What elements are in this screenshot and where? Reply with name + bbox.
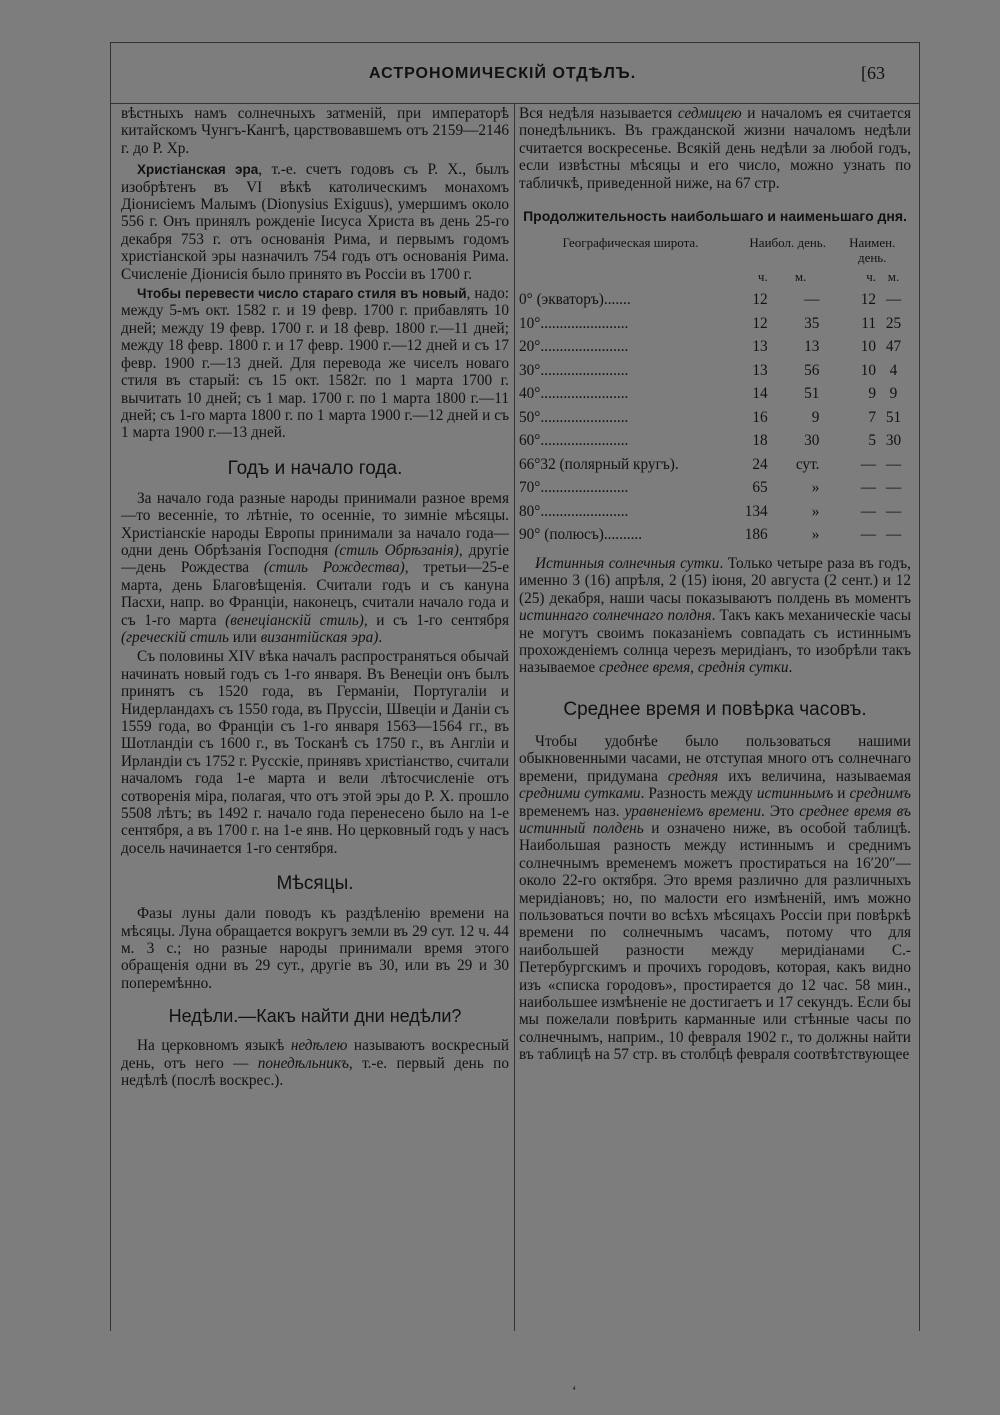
min-hours-cell: 12 bbox=[860, 291, 876, 309]
column-divider bbox=[514, 103, 515, 1331]
max-hours-cell: 13 bbox=[752, 338, 768, 356]
table-header-row bbox=[519, 235, 911, 265]
max-hours-cell: 24 bbox=[752, 455, 768, 473]
max-minutes-cell: » bbox=[811, 479, 820, 497]
table-row bbox=[519, 336, 911, 360]
italic-text: истиннымъ bbox=[756, 785, 834, 803]
text: и началомъ ея считается понедѣльникъ. Въ гражданской жизни началомъ недѣли считается воскресенье. Всякій день недѣли за любой годъ, если извѣстны мѣсяцы и его число, можно узнать по табличкѣ, приведенной ниже, на 67 стр. bbox=[519, 105, 911, 192]
min-hours-cell: — bbox=[860, 455, 876, 473]
latitude-cell: 10°....................... bbox=[519, 314, 629, 332]
day-length-table bbox=[519, 235, 911, 547]
min-minutes-cell: — bbox=[885, 502, 902, 520]
text: временемъ наз. bbox=[519, 802, 625, 820]
text: . bbox=[378, 628, 383, 646]
table-title: Продолжительность наибольшаго и наименьшаго дня. bbox=[523, 208, 907, 225]
table-row bbox=[519, 289, 911, 313]
page-number: [63 bbox=[861, 63, 885, 83]
table-row bbox=[519, 430, 911, 454]
italic-text: (стиль Обрѣзанія) bbox=[334, 541, 459, 559]
max-minutes-cell: » bbox=[811, 502, 820, 520]
min-minutes-cell: 9 bbox=[889, 385, 898, 403]
max-hours-cell: 12 bbox=[752, 291, 768, 309]
christian-era-lead: Христіанская эра bbox=[137, 162, 259, 178]
table-row bbox=[519, 477, 911, 501]
italic-text: недѣлею bbox=[290, 1037, 348, 1055]
latitude-cell: 90° (полюсъ).......... bbox=[519, 526, 643, 544]
min-hours-cell: — bbox=[860, 526, 876, 544]
text: или bbox=[228, 628, 261, 646]
units-spacer bbox=[519, 265, 742, 289]
italic-text: седмицею bbox=[677, 105, 742, 122]
text: , другіе—день Рождества bbox=[121, 541, 509, 577]
header-min-day: Наимен. день. bbox=[849, 235, 896, 266]
text: Вся недѣля называется bbox=[519, 105, 678, 122]
min-hours-cell: 10 bbox=[860, 338, 876, 356]
unit-hours: ч. bbox=[866, 268, 876, 284]
text: . Только четыре раза въ годъ, именно 3 (16) апрѣля, 2 (15) іюня, 20 августа (2 сент.) и 12 (25) декабря, наши часы показываютъ полдень въ моментъ bbox=[519, 555, 911, 607]
paragraph-true-solar-day bbox=[519, 555, 911, 677]
min-hours-cell: — bbox=[860, 479, 876, 497]
table-row bbox=[519, 359, 911, 383]
italic-text: (стиль Рождества) bbox=[263, 559, 405, 577]
min-minutes-cell: — bbox=[885, 291, 902, 309]
italic-text: (венеціанскій стиль) bbox=[225, 611, 364, 629]
latitude-cell: 60°....................... bbox=[519, 432, 629, 450]
text: ихъ величина, называемая bbox=[718, 767, 911, 785]
max-minutes-cell: » bbox=[811, 526, 820, 544]
min-hours-cell: 9 bbox=[868, 385, 876, 403]
text: , и съ 1-го сентября bbox=[363, 611, 509, 629]
latitude-cell: 20°....................... bbox=[519, 338, 629, 356]
latitude-cell: 30°....................... bbox=[519, 361, 629, 379]
text: Чтобы удобнѣе было пользоваться нашими обыкновенными часами, не отступая много отъ солнечнаго времени, придумана bbox=[519, 732, 911, 785]
min-minutes-cell: — bbox=[885, 455, 902, 473]
paragraph-new-year-spread: Съ половины XIV вѣка началъ распространяться обычай начинать новый годъ съ 1-го января. Въ Венеціи онъ былъ принятъ съ 1520 года, въ Германіи, Португаліи и Нидерландахъ съ 1550 года, въ Пруссіи, Швеціи и Даніи съ 1559 года, во Франціи съ 1-го января 1563—1564 гг., въ Шотландіи съ 1600 г., въ Тосканѣ съ 1750 г., въ Англіи и Ирландіи съ 1752 г. Русскіе, принявъ христіанство, считали началомъ года 1-е марта и вели лѣтосчисленіе отъ сотворенія міра, полагая, что отъ этой эры до Р. Х. прошло 5508 лѣтъ; въ 1492 г. начало года перенесено было на 1-е сентября, а въ 1700 г. на 1-е янв. Но церковный годъ у насъ досель начинается 1-го сентября. bbox=[121, 648, 509, 857]
text: На церковномъ языкѣ bbox=[137, 1037, 291, 1055]
table-row bbox=[519, 524, 911, 548]
text: и означено ниже, въ особой таблицѣ. Наибольшая разность между истиннымъ и среднимъ солнечнымъ временемъ можетъ простираться на 16′20″—около 22-го октября. Это время различно для различныхъ меридіановъ; но, по малости его измѣненій, имъ можно пользоваться почти во всѣхъ мѣсяцахъ Россіи при повѣркѣ времени по солнечнымъ часамъ, потому что для наибольшей разности между меридіанами С.-Петербургскимъ и прочихъ городовъ, которая, какъ видно изъ «списка городовъ», простирается до 12 час. 58 мин., наибольшее измѣненіе не достигаетъ и 17 секундъ. Если бы мы пожелали повѣрить карманные или стѣнные часы по солнечнымъ, наприм., 10 февраля 1902 г., то должны найти въ таблицѣ на 57 стр. въ столбцѣ февраля соотвѣтствующее bbox=[519, 819, 911, 1064]
italic-text: средними сутками bbox=[519, 785, 641, 803]
table-units-row bbox=[519, 265, 911, 289]
text: . bbox=[788, 659, 793, 677]
paragraph-style-conversion bbox=[121, 285, 509, 442]
paragraph-christian-era bbox=[121, 161, 509, 283]
min-hours-cell: 11 bbox=[861, 314, 876, 332]
latitude-cell: 70°....................... bbox=[519, 479, 629, 497]
max-minutes-cell: 56 bbox=[804, 361, 820, 379]
text: . Это bbox=[761, 802, 800, 820]
table-row bbox=[519, 406, 911, 430]
min-hours-cell: 10 bbox=[860, 361, 876, 379]
max-hours-cell: 13 bbox=[752, 361, 768, 379]
max-minutes-cell: 9 bbox=[811, 408, 820, 426]
heading-year: Годъ и начало года. bbox=[227, 457, 403, 479]
latitude-cell: 40°....................... bbox=[519, 385, 629, 403]
latitude-cell: 66°32 (полярный кругъ). bbox=[519, 455, 679, 473]
heading-months: Мѣсяцы. bbox=[276, 873, 354, 895]
table-row bbox=[519, 500, 911, 524]
min-hours-cell: 7 bbox=[868, 408, 876, 426]
min-minutes-cell: 51 bbox=[885, 408, 902, 426]
table-row bbox=[519, 312, 911, 336]
max-hours-cell: 134 bbox=[744, 502, 768, 520]
italic-text: средняя bbox=[667, 767, 719, 785]
latitude-cell: 0° (экваторъ)....... bbox=[519, 291, 631, 309]
max-minutes-cell: 35 bbox=[804, 314, 820, 332]
max-hours-cell: 65 bbox=[752, 479, 768, 497]
italic-text: уравненіемъ времени bbox=[624, 802, 762, 820]
italic-text: понедѣльникъ bbox=[257, 1054, 349, 1072]
running-header bbox=[111, 43, 919, 104]
max-minutes-cell: 51 bbox=[804, 385, 820, 403]
text: , третьи—25-е марта, день Благовѣщенія. Считали годъ и съ кануна Пасхи, напр. во Франціи, наконецъ, считали начало года и съ 1-го марта bbox=[121, 559, 509, 629]
style-conversion-lead: Чтобы перевести число стараго стиля въ новый bbox=[137, 286, 467, 302]
paragraph-week-sedmica bbox=[519, 105, 911, 192]
paragraph-chinese-eclipse: вѣстныхъ намъ солнечныхъ затменій, при императорѣ китайскомъ Чунгъ-Кангѣ, царствовавшемъ отъ 2159—2146 г. до Р. Хр. bbox=[121, 105, 509, 157]
text: называютъ воскресный день, отъ него — bbox=[121, 1037, 509, 1072]
table-row bbox=[519, 383, 911, 407]
min-minutes-cell: 47 bbox=[885, 338, 902, 356]
latitude-cell: 80°....................... bbox=[519, 502, 629, 520]
heading-weeks: Недѣли.—Какъ найти дни недѣли? bbox=[168, 1006, 462, 1027]
min-minutes-cell: — bbox=[885, 479, 902, 497]
paragraph-year-start bbox=[121, 490, 509, 647]
section-title: АСТРОНОМИЧЕСКІЙ ОТДѢЛЪ. bbox=[369, 65, 637, 82]
max-minutes-cell: 30 bbox=[804, 432, 820, 450]
italic-text: Истинныя солнечныя сутки bbox=[535, 555, 720, 573]
max-minutes-cell: сут. bbox=[795, 455, 820, 473]
stray-mark: ʻ bbox=[572, 1384, 577, 1399]
table-row bbox=[519, 453, 911, 477]
text: За начало года разные народы принимали разное время—то весенніе, то лѣтніе, то осенніе, то зимніе мѣсяцы. Христіанскіе народы Европы принимали за начало года—одни день Обрѣзанія Господня bbox=[121, 489, 509, 559]
italic-text: (греческій стиль bbox=[121, 628, 229, 646]
max-minutes-cell: — bbox=[804, 291, 820, 309]
text: . Разность между bbox=[640, 785, 757, 803]
min-minutes-cell: 4 bbox=[889, 361, 898, 379]
header-max-day: Наибол. день. bbox=[749, 235, 826, 251]
page bbox=[110, 42, 920, 1331]
max-hours-cell: 14 bbox=[752, 385, 768, 403]
unit-minutes: м. bbox=[794, 268, 807, 284]
paragraph-mean-time bbox=[519, 733, 911, 1064]
max-hours-cell: 12 bbox=[752, 314, 768, 332]
text: , т.-е. первый день по недѣлѣ (послѣ воскрес.). bbox=[121, 1054, 509, 1090]
text: . Такъ какъ механическіе часы не могутъ своимъ показаніемъ совпадать съ истиннымъ прохожденіемъ солнца черезъ меридіанъ, то изобрѣли такъ называемое bbox=[519, 607, 911, 677]
min-minutes-cell: 25 bbox=[885, 314, 902, 332]
max-minutes-cell: 13 bbox=[804, 338, 820, 356]
min-minutes-cell: 30 bbox=[885, 432, 902, 450]
text: и bbox=[833, 785, 850, 803]
latitude-cell: 50°....................... bbox=[519, 408, 629, 426]
unit-minutes: м. bbox=[887, 268, 900, 284]
right-column bbox=[519, 103, 911, 1331]
italic-text: среднее время, среднія сутки bbox=[599, 659, 789, 677]
italic-text: истиннаго солнечнаго полдня bbox=[519, 607, 712, 625]
italic-text: византійская эра) bbox=[260, 628, 379, 646]
left-column bbox=[121, 103, 509, 1331]
heading-mean-time: Среднее время и повѣрка часовъ. bbox=[563, 698, 867, 720]
min-minutes-cell: — bbox=[885, 526, 902, 544]
paragraph-months: Фазы луны дали поводъ къ раздѣленію времени на мѣсяцы. Луна обращается вокругъ земли въ 29 сут. 12 ч. 44 м. 3 с.; но разные народы принимали время этого обращенія одни въ 29 сут., другіе въ 30, или въ 29 и 30 поперемѣнно. bbox=[121, 905, 509, 992]
header-latitude: Географическая широта. bbox=[562, 235, 699, 251]
max-hours-cell: 18 bbox=[752, 432, 768, 450]
paragraph-weeks bbox=[121, 1037, 509, 1089]
table-body bbox=[519, 289, 911, 548]
style-conversion-text: , надо: между 5-мъ окт. 1582 г. и 19 февр. 1700 г. прибавлять 10 дней; между 19 февр. 1700 г. и 18 февр. 1800 г.—11 дней; между 18 февр. 1800 г. и 17 февр. 1900 г.—12 дней и съ 17 февр. 1900 г.—13 дней. Для перевода же чиселъ новаго стиля въ старый: съ 15 окт. 1582г. по 1 марта 1700 г. вычитать 10 дней; съ 1 мар. 1700 г. по 1 марта 1800 г.—11 дней; съ 1-го марта 1800 г. по 1 марта 1900 г.—12 дней и съ 1 марта 1900 г.—13 дней. bbox=[121, 285, 509, 442]
max-hours-cell: 16 bbox=[752, 408, 768, 426]
italic-text: среднее время въ истинный полдень bbox=[519, 802, 911, 837]
min-hours-cell: — bbox=[860, 502, 876, 520]
unit-hours: ч. bbox=[757, 268, 768, 284]
christian-era-text: , т.-е. счетъ годовъ съ Р. Х., былъ изобрѣтенъ въ VI вѣкѣ католическимъ монахомъ Діонисіемъ Малымъ (Dionysius Exiguus), умершимъ около 556 г. Онъ принялъ рожденіе Іисуса Христа въ день 25-го декабря 753 г. отъ основанія Рима, и первымъ годомъ христіанской эры назначилъ 754 годъ отъ основанія Рима. Счисленіе Діонисія было принято въ Россіи въ 1700 г. bbox=[121, 161, 509, 283]
min-hours-cell: 5 bbox=[868, 432, 876, 450]
max-hours-cell: 186 bbox=[744, 526, 768, 544]
italic-text: среднимъ bbox=[849, 785, 911, 803]
